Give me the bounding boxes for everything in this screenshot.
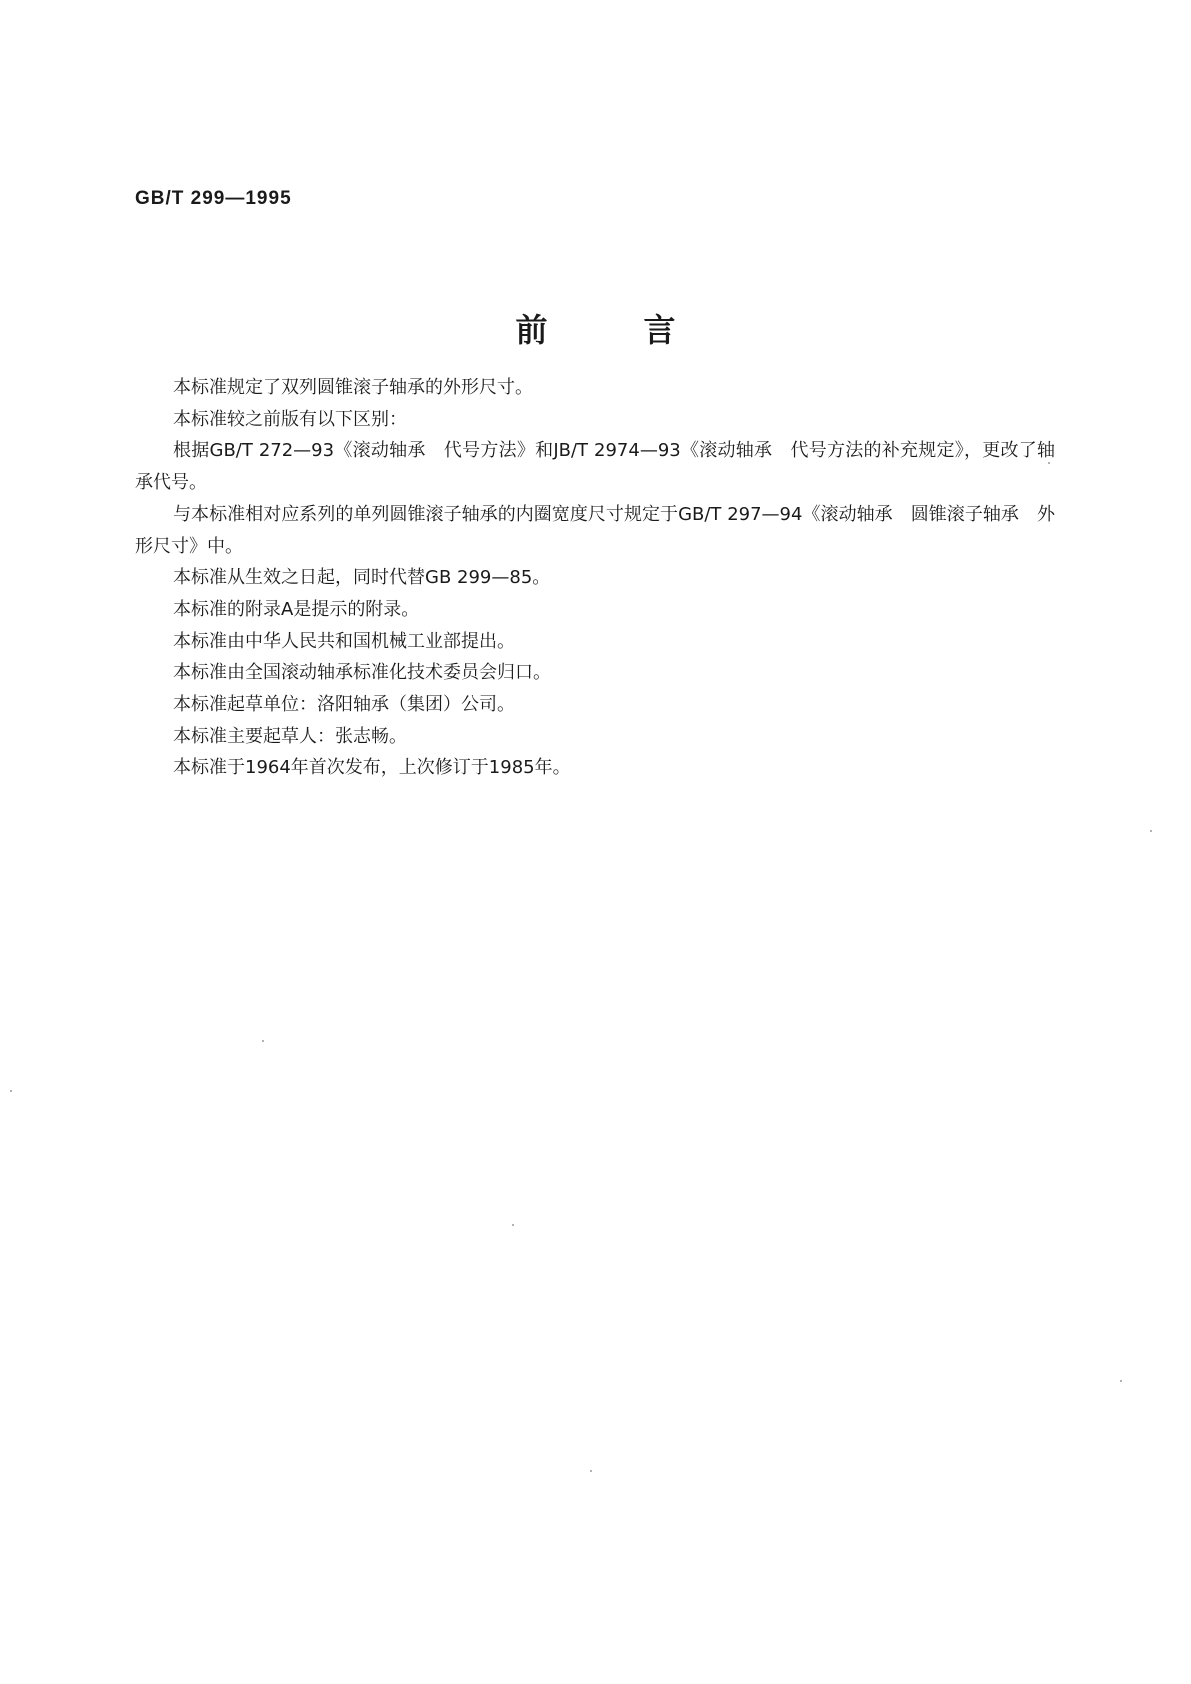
scan-speck — [512, 1224, 514, 1226]
paragraph: 本标准于1964年首次发布，上次修订于1985年。 — [173, 757, 571, 779]
scan-speck — [1150, 830, 1152, 832]
paragraph: 本标准规定了双列圆锥滚子轴承的外形尺寸。 — [173, 377, 533, 398]
paragraph: 本标准起草单位：洛阳轴承（集团）公司。 — [173, 694, 515, 716]
scan-speck — [10, 1090, 12, 1092]
paragraph: 本标准从生效之日起，同时代替GB 299—85。 — [173, 567, 551, 589]
paragraph: 与本标准相对应系列的单列圆锥滚子轴承的内圈宽度尺寸规定于GB/T 297—94《滚动轴承 圆锥滚子轴承 外形尺寸》中。 — [135, 503, 1055, 557]
paragraph: 根据GB/T 272—93《滚动轴承 代号方法》和JB/T 2974—93《滚动轴承 代号方法的补充规定》，更改了轴承代号。 — [135, 440, 1055, 494]
scan-speck — [590, 1470, 592, 1472]
paragraph: 本标准主要起草人：张志畅。 — [173, 725, 407, 747]
paragraph: 本标准较之前版有以下区别： — [173, 408, 407, 430]
paragraph: 本标准的附录A是提示的附录。 — [173, 598, 420, 620]
section-title: 前言 — [515, 311, 772, 349]
scan-speck — [262, 1040, 264, 1042]
paragraph: 本标准由全国滚动轴承标准化技术委员会归口。 — [173, 662, 551, 684]
scan-speck — [1048, 462, 1050, 464]
paragraph: 本标准由中华人民共和国机械工业部提出。 — [173, 630, 515, 652]
scan-speck — [1120, 1380, 1122, 1382]
foreword-body — [135, 372, 1055, 784]
standard-code: GB/T 299—1995 — [135, 188, 292, 209]
